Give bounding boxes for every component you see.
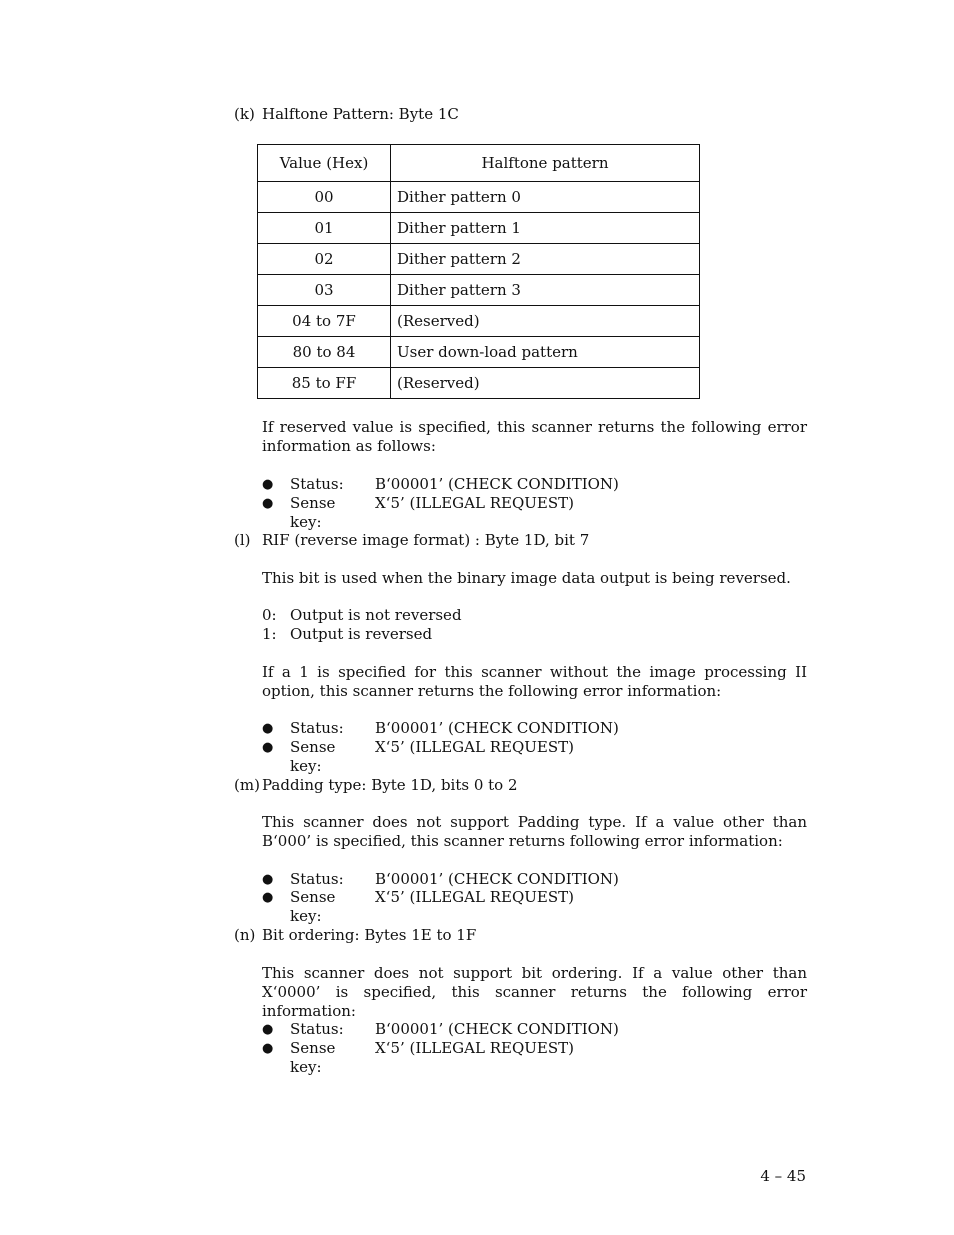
rif-error-paragraph: If a 1 is specified for this scanner without the image processing II option, this scanner returns the following error information: (262, 663, 807, 700)
reserved-value-paragraph: If reserved value is specified, this scanner returns the following error information as follows: (262, 418, 807, 455)
status-label: Status: (290, 719, 344, 737)
bullet-icon: ● (262, 890, 274, 905)
bullet-icon: ● (262, 1041, 274, 1056)
table-cell-pattern: Dither pattern 0 (391, 182, 700, 213)
rif-value-key: 0: (262, 606, 277, 624)
status-label: Status: (290, 475, 344, 493)
section-n-label: (n) (234, 926, 256, 944)
table-cell-value: 80 to 84 (258, 337, 391, 368)
rif-description: This bit is used when the binary image data output is being reversed. (262, 569, 791, 587)
bullet-icon: ● (262, 721, 274, 736)
rif-value-text: Output is not reversed (290, 606, 462, 624)
sense-key-label: Sense key: (290, 888, 336, 925)
section-l-heading (234, 531, 590, 550)
section-n-title: Bit ordering: Bytes 1E to 1F (262, 926, 477, 944)
section-m-heading (234, 776, 518, 795)
table-cell-pattern: Dither pattern 1 (391, 213, 700, 244)
page-number: 4 – 45 (760, 1167, 806, 1185)
bullet-icon: ● (262, 496, 274, 511)
section-l-title: RIF (reverse image format) : Byte 1D, bit 7 (262, 531, 590, 549)
bullet-icon: ● (262, 1022, 274, 1037)
section-k-title: Halftone Pattern: Byte 1C (262, 105, 459, 123)
bullet-icon: ● (262, 740, 274, 755)
rif-value-text: Output is reversed (290, 625, 433, 643)
table-row (258, 213, 700, 244)
table-cell-value: 00 (258, 182, 391, 213)
table-row (258, 306, 700, 337)
table-cell-pattern: (Reserved) (391, 306, 700, 337)
bullet-icon: ● (262, 477, 274, 492)
sense-key-label: Sense key: (290, 738, 336, 775)
bit-ordering-paragraph: This scanner does not support bit ordering. If a value other than X‘0000’ is specified, this scanner returns the following error information: (262, 964, 807, 1020)
table-cell-pattern: (Reserved) (391, 368, 700, 399)
halftone-pattern-table (257, 144, 700, 399)
table-row (258, 368, 700, 399)
table-cell-value: 04 to 7F (258, 306, 391, 337)
table-row (258, 275, 700, 306)
sense-key-value: X‘5’ (ILLEGAL REQUEST) (375, 738, 574, 756)
table-cell-pattern: Dither pattern 2 (391, 244, 700, 275)
section-n-heading (234, 926, 477, 945)
bullet-icon: ● (262, 872, 274, 887)
table-cell-pattern: User down-load pattern (391, 337, 700, 368)
table-row (258, 337, 700, 368)
sense-key-value: X‘5’ (ILLEGAL REQUEST) (375, 888, 574, 906)
status-value: B‘00001’ (CHECK CONDITION) (375, 870, 619, 888)
table-cell-value: 02 (258, 244, 391, 275)
status-value: B‘00001’ (CHECK CONDITION) (375, 475, 619, 493)
rif-value-key: 1: (262, 625, 277, 643)
section-m-title: Padding type: Byte 1D, bits 0 to 2 (262, 776, 518, 794)
status-label: Status: (290, 1020, 344, 1038)
section-k-heading (234, 105, 459, 124)
table-cell-value: 85 to FF (258, 368, 391, 399)
column-header-pattern: Halftone pattern (391, 145, 700, 182)
padding-type-paragraph: This scanner does not support Padding type. If a value other than B‘000’ is specified, this scanner returns following error information: (262, 813, 807, 850)
column-header-value: Value (Hex) (258, 145, 391, 182)
sense-key-label: Sense key: (290, 494, 336, 531)
table-row (258, 244, 700, 275)
table-row (258, 182, 700, 213)
sense-key-value: X‘5’ (ILLEGAL REQUEST) (375, 494, 574, 512)
status-value: B‘00001’ (CHECK CONDITION) (375, 719, 619, 737)
section-l-label: (l) (234, 531, 251, 549)
section-m-label: (m) (234, 776, 260, 794)
status-value: B‘00001’ (CHECK CONDITION) (375, 1020, 619, 1038)
section-k-label: (k) (234, 105, 255, 123)
status-label: Status: (290, 870, 344, 888)
sense-key-label: Sense key: (290, 1039, 336, 1076)
table-cell-pattern: Dither pattern 3 (391, 275, 700, 306)
table-header-row (258, 145, 700, 182)
sense-key-value: X‘5’ (ILLEGAL REQUEST) (375, 1039, 574, 1057)
table-cell-value: 01 (258, 213, 391, 244)
table-cell-value: 03 (258, 275, 391, 306)
